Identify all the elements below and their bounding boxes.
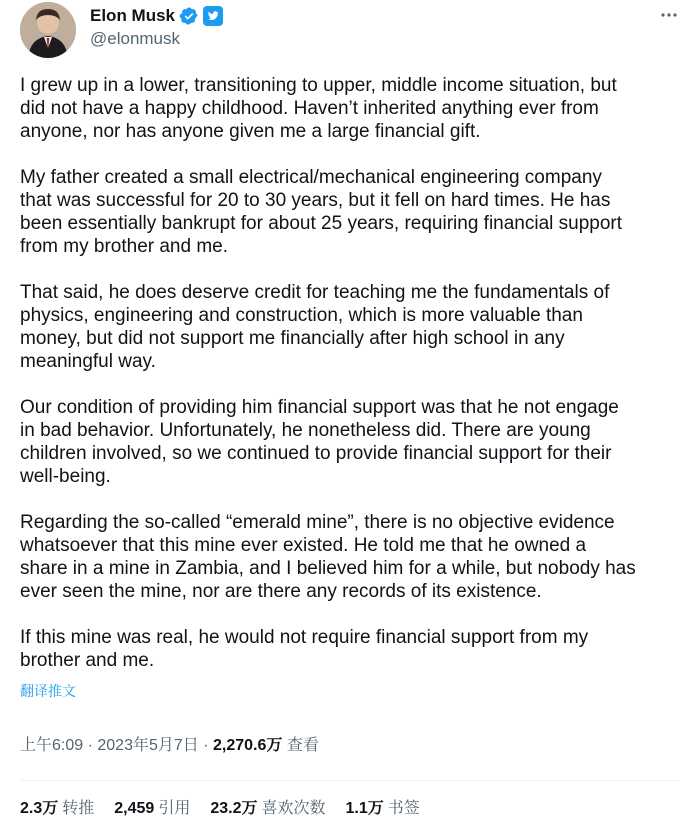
avatar[interactable] — [20, 2, 76, 58]
quotes-stat[interactable] — [114, 799, 190, 819]
translate-tweet-link[interactable]: 翻译推文 — [20, 683, 76, 699]
likes-stat[interactable] — [210, 799, 325, 819]
author-handle[interactable]: @elonmusk — [90, 29, 181, 48]
bookmarks-label: 书签 — [387, 800, 420, 817]
divider — [20, 780, 680, 781]
quotes-label: 引用 — [158, 800, 191, 817]
more-options-icon[interactable] — [658, 4, 680, 26]
views-count[interactable]: 2,270.6万 — [213, 737, 283, 754]
tweet-time[interactable]: 上午6:09 — [20, 737, 84, 754]
bookmarks-stat[interactable] — [346, 799, 420, 819]
verified-badge-icon — [179, 6, 199, 26]
likes-label: 喜欢次数 — [261, 800, 326, 817]
bookmarks-count: 1.1万 — [345, 800, 384, 817]
meta-separator: · — [198, 737, 213, 754]
retweets-count: 2.3万 — [20, 800, 59, 817]
views-label: 查看 — [282, 737, 319, 754]
tweet-meta — [20, 736, 319, 756]
author-display-name[interactable]: Elon Musk — [90, 6, 176, 25]
meta-separator: · — [83, 737, 98, 754]
twitter-bird-icon — [203, 6, 223, 26]
likes-count: 23.2万 — [210, 800, 258, 817]
retweets-label: 转推 — [62, 800, 95, 817]
tweet-header — [20, 2, 680, 58]
tweet-date[interactable]: 2023年5月7日 — [97, 737, 199, 754]
author-name-row — [90, 5, 223, 27]
retweets-stat[interactable] — [20, 799, 94, 819]
quotes-count: 2,459 — [114, 800, 155, 817]
engagement-stats — [20, 799, 440, 819]
tweet-text: I grew up in a lower, transitioning to upper, middle income situation, but did not have a happy childhood. Haven’t inherited anything ever from anyone, nor has anyone given me a large financial gift. My father created a small electrical/mechanical engineering company that was successful for 20 to 30 years, but it fell on hard times. He has been essentially bankrupt for about 25 years, requiring financial support from my brother and me. That said, he does deserve credit for teaching me the fundamentals of physics, engineering and construction, which is more valuable than money, but did not support me financially after high school in any meaningful way. Our condition of providing him financial support was that he not engage in bad behavior. Unfortunately, he nonetheless did. There are young children involved, so we continued to provide financial support for their well-being. Regarding the so-called “emerald mine”, there is no objective evidence whatsoever that this mine ever existed. He told me that he owned a share in a mine in Zambia, and I believed him for a while, but nobody has ever seen the mine, nor are there any records of its existence. If this mine was real, he would not require financial support from my brother and me. — [20, 75, 636, 671]
